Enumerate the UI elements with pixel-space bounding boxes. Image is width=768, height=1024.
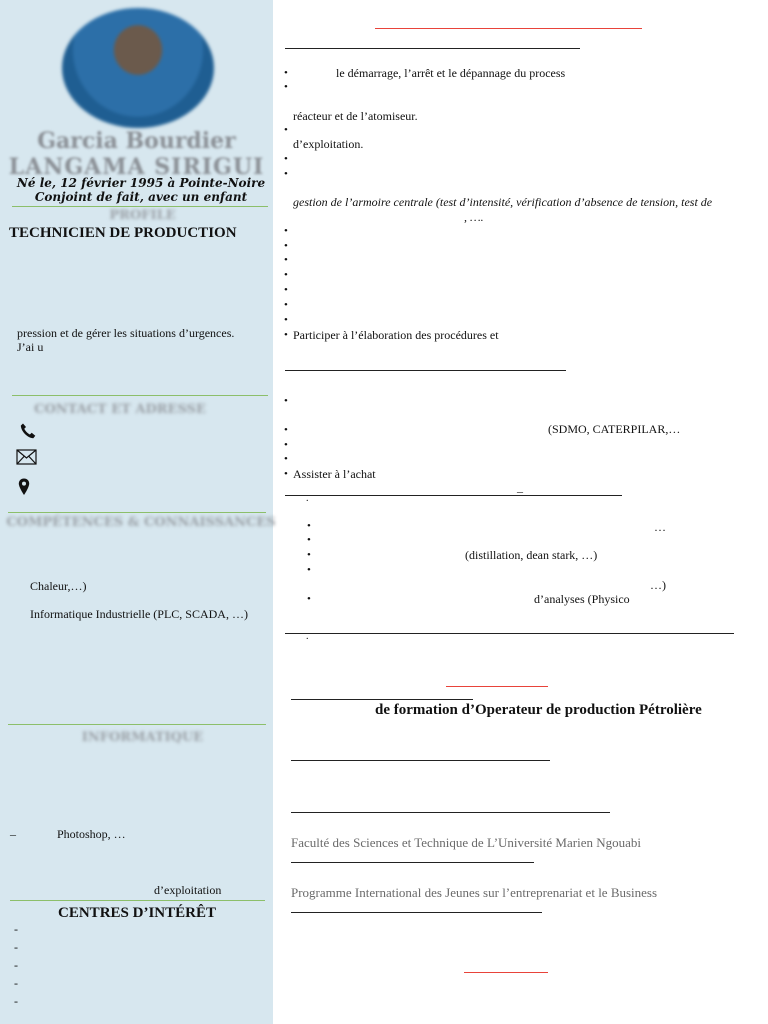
- informatique-heading: INFORMATIQUE: [81, 730, 204, 745]
- interest-item: -: [14, 958, 18, 972]
- experience-line: Assister à l’achat: [293, 467, 376, 481]
- job-title: TECHNICIEN DE PRODUCTION: [9, 225, 237, 241]
- experience-line: Participer à l’élaboration des procédures et: [293, 328, 499, 342]
- skills-line: Chaleur,…): [30, 579, 87, 593]
- experience-line: …: [654, 520, 666, 534]
- experience-line: (distillation, dean stark, …): [465, 548, 598, 562]
- bullet: •: [307, 593, 311, 605]
- section-accent-line: [464, 972, 548, 973]
- experience-underscore: _: [517, 480, 523, 494]
- bullet: •: [284, 424, 288, 436]
- dot-mark: .: [306, 631, 309, 642]
- envelope-icon: [16, 449, 37, 465]
- sidebar-divider: [8, 512, 266, 513]
- experience-line: …): [650, 578, 666, 592]
- section-accent-line: [375, 28, 642, 29]
- birth-line: Né le, 12 février 1995 à Pointe-Noire: [16, 176, 266, 190]
- candidate-first-names: Garcia Bourdier: [37, 128, 236, 154]
- informatique-dash: –: [10, 827, 16, 841]
- bullet: •: [307, 520, 311, 532]
- summary-line: pression et de gérer les situations d’urgences.: [17, 326, 235, 340]
- section-rule: [291, 812, 610, 813]
- section-rule: [285, 370, 566, 371]
- bullet: •: [307, 564, 311, 576]
- dot-mark: .: [306, 493, 309, 504]
- section-rule: [285, 48, 580, 49]
- education-line: Programme International des Jeunes sur l’entreprenariat et le Business: [291, 885, 658, 900]
- candidate-last-names: LANGAMA SIRIGUI: [8, 154, 265, 180]
- bullet: •: [284, 225, 288, 237]
- informatique-line: Photoshop, …: [57, 827, 126, 841]
- experience-line: réacteur et de l’atomiseur.: [293, 109, 418, 123]
- interest-item: -: [14, 922, 18, 936]
- experience-line: d’analyses (Physico: [534, 592, 630, 606]
- sidebar-divider: [10, 900, 265, 901]
- bullet: •: [307, 549, 311, 561]
- profile-photo: [62, 8, 214, 128]
- family-line: Conjoint de fait, avec un enfant: [34, 190, 248, 204]
- interests-heading: CENTRES D’INTÉRÊT: [58, 905, 216, 921]
- section-rule: [285, 633, 734, 634]
- interest-item: -: [14, 940, 18, 954]
- sidebar-divider: [8, 724, 266, 725]
- bullet: •: [284, 254, 288, 266]
- experience-line: , ….: [464, 210, 484, 224]
- education-line: de formation d’Operateur de production Pétrolière: [375, 702, 702, 718]
- bullet: •: [284, 299, 288, 311]
- bullet: •: [284, 329, 288, 341]
- bullet: •: [284, 168, 288, 180]
- bullet: •: [284, 439, 288, 451]
- bullet: •: [284, 240, 288, 252]
- skills-line: Informatique Industrielle (PLC, SCADA, …): [30, 607, 248, 621]
- bullet: •: [284, 269, 288, 281]
- bullet: •: [284, 395, 288, 407]
- bullet: •: [284, 124, 288, 136]
- section-rule: [291, 862, 534, 863]
- bullet: •: [284, 453, 288, 465]
- bullet: •: [284, 81, 288, 93]
- interest-item: -: [14, 976, 18, 990]
- skills-heading: COMPÉTENCES & CONNAISSANCES: [6, 515, 276, 530]
- bullet: •: [284, 153, 288, 165]
- experience-line: gestion de l’armoire centrale (test d’intensité, vérification d’absence de tension, test de: [293, 195, 713, 209]
- sidebar-divider: [12, 395, 268, 396]
- summary-line: J’ai u: [17, 340, 44, 354]
- section-accent-line: [446, 686, 548, 687]
- bullet: •: [284, 468, 288, 480]
- bullet: •: [284, 284, 288, 296]
- phone-icon: [19, 422, 37, 440]
- experience-line: d’exploitation.: [293, 137, 364, 151]
- interest-item: -: [14, 994, 18, 1008]
- experience-line: le démarrage, l’arrêt et le dépannage du process: [336, 66, 566, 80]
- bullet: •: [284, 314, 288, 326]
- bullet: •: [284, 67, 288, 79]
- education-line: Faculté des Sciences et Technique de L’Université Marien Ngouabi: [291, 835, 641, 850]
- bullet: •: [307, 534, 311, 546]
- experience-line: (SDMO, CATERPILAR,…: [548, 422, 681, 436]
- section-rule: [291, 699, 473, 700]
- informatique-line: d’exploitation: [154, 883, 222, 897]
- section-rule: [285, 495, 622, 496]
- section-rule: [291, 912, 542, 913]
- profile-heading: PROFILE: [109, 208, 176, 223]
- contact-heading: CONTACT ET ADRESSE: [34, 402, 206, 417]
- sidebar-divider: [12, 206, 268, 207]
- section-rule: [291, 760, 550, 761]
- map-pin-icon: [18, 478, 30, 496]
